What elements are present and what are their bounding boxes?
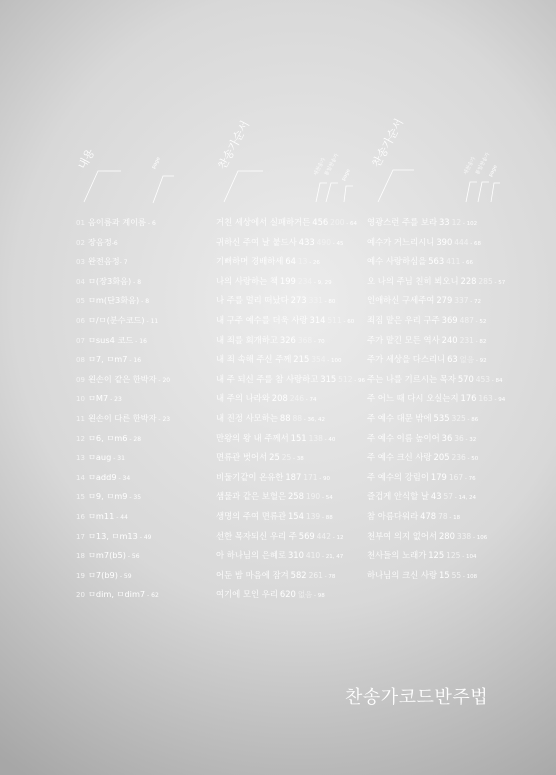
item-page: - 23	[156, 415, 171, 423]
hymn-list-right	[367, 210, 505, 582]
item-number: 19	[76, 571, 85, 580]
hymn-item[interactable]	[367, 426, 505, 446]
unified-hymnal-number: 512	[338, 374, 353, 384]
hymn-title: 만왕의 왕 내 주께서	[216, 432, 289, 443]
contents-item[interactable]	[76, 426, 170, 446]
item-title: ㅁadd9	[88, 471, 117, 482]
new-hymnal-header-2: 새찬송가	[462, 156, 478, 176]
hymn-item[interactable]	[367, 347, 505, 367]
item-page: - 59	[117, 572, 132, 580]
hymn-item[interactable]	[216, 582, 365, 602]
hymn-page: - 102	[461, 221, 478, 227]
hymn-item[interactable]	[216, 484, 365, 504]
new-hymnal-number: 478	[420, 510, 437, 521]
item-page: - 28	[127, 435, 142, 443]
hymn-item[interactable]	[367, 563, 505, 583]
contents-item[interactable]	[76, 288, 170, 308]
hymn-page: - 18	[447, 514, 461, 521]
new-hymnal-number: 563	[428, 256, 445, 267]
hymn-item[interactable]	[216, 210, 365, 230]
new-hymnal-number: 310	[287, 550, 304, 561]
item-page: - 62	[145, 592, 159, 600]
hymn-title: 오 나의 주님 친히 뵈오니	[367, 275, 459, 286]
item-page: -6	[111, 239, 118, 247]
page-header: page	[150, 156, 162, 170]
contents-item[interactable]	[76, 347, 170, 367]
unified-hymnal-number: 125	[446, 551, 461, 561]
hymn-page: - 100	[325, 358, 342, 365]
hymn-item[interactable]	[216, 288, 365, 308]
item-title: 음이름과 계이름	[88, 217, 146, 227]
hymn-title: 주 어느 때 다시 오실는지	[367, 393, 459, 404]
unified-hymnal-number: 325	[451, 413, 466, 423]
unified-hymnal-header: 통일찬송가	[323, 152, 341, 177]
item-page: - 8	[139, 298, 150, 306]
hymn-title: 즐겁게 안식할 날	[367, 491, 429, 502]
contents-item[interactable]	[76, 524, 170, 544]
item-number: 04	[76, 277, 85, 286]
hymn-item[interactable]	[367, 484, 505, 504]
unified-hymnal-number: 234	[297, 276, 313, 286]
hymn-item[interactable]	[216, 367, 365, 387]
hymn-page: - 68	[468, 240, 482, 247]
unified-hymnal-number: 138	[308, 433, 323, 443]
item-title: ㅁ9, ㅁm9	[88, 491, 128, 502]
new-hymnal-number: 179	[430, 471, 447, 482]
hymn-item[interactable]	[216, 524, 365, 544]
unified-hymnal-number: 511	[327, 315, 342, 325]
item-number: 05	[76, 297, 85, 306]
item-page: - 23	[108, 396, 122, 404]
hymn-item[interactable]	[367, 543, 505, 563]
contents-item[interactable]	[76, 484, 170, 504]
item-number: 10	[76, 395, 85, 404]
hymn-item[interactable]	[367, 308, 505, 328]
hymn-title: 주 예수의 강림이	[367, 471, 429, 482]
hymn-title: 내 진정 사모하는	[216, 412, 278, 423]
hymn-page: - 26	[307, 260, 320, 267]
unified-hymnal-number: 368	[297, 335, 313, 345]
contents-item[interactable]	[76, 543, 170, 563]
page-header-3: page	[487, 164, 499, 178]
hymn-page: - 32	[463, 436, 477, 443]
new-hymnal-number: 64	[285, 256, 296, 267]
new-hymnal-number: 314	[309, 314, 326, 325]
hymn-title: 내 죄를 회개하고	[216, 334, 278, 345]
unified-hymnal-number: 411	[446, 257, 461, 267]
item-title: ㅁ13, ㅁm13	[88, 530, 138, 541]
hymn-item[interactable]	[367, 367, 505, 387]
hymn-page: - 64	[344, 221, 357, 227]
unified-hymnal-number: 55	[451, 570, 462, 580]
item-number: 01	[76, 219, 85, 227]
new-hymnal-number: 570	[457, 373, 474, 384]
hymn-item[interactable]	[216, 386, 365, 406]
hymn-item[interactable]	[367, 230, 505, 250]
hymn-page: - 36, 42	[302, 416, 326, 423]
new-hymnal-number: 154	[287, 510, 304, 521]
unified-hymnal-header-2: 통일찬송가	[474, 151, 492, 176]
new-hymnal-number: 326	[279, 334, 296, 345]
item-number: 02	[76, 238, 85, 247]
unified-hymnal-number: 78	[438, 511, 448, 521]
hymn-page: - 86	[465, 416, 479, 423]
item-page: - 8	[131, 278, 142, 286]
item-title: ㅁ7(b9)	[88, 569, 118, 580]
hymn-item[interactable]	[216, 269, 365, 289]
item-title: 장음정	[88, 236, 112, 247]
new-hymnal-number: 205	[433, 452, 450, 463]
new-hymnal-number: 15	[438, 569, 450, 580]
new-hymnal-number: 258	[287, 491, 304, 502]
hymn-title: 생명의 주여 면류관	[216, 510, 287, 521]
contents-item[interactable]	[76, 563, 170, 583]
hymn-page: - 82	[473, 338, 487, 345]
hymn-item[interactable]	[216, 465, 365, 485]
hymn-item[interactable]	[367, 269, 505, 289]
item-title: ㅁM7	[88, 393, 109, 404]
item-title: ㅁ(장3화음)	[88, 275, 132, 286]
unified-hymnal-number: 354	[311, 355, 326, 365]
item-page: - 56	[125, 553, 140, 561]
item-page: - 6	[145, 220, 156, 227]
new-hymnal-number: 433	[298, 236, 315, 247]
hymn-title: 내 구주 예수를 더욱 사랑	[216, 314, 308, 325]
unified-hymnal-number: 490	[316, 237, 331, 247]
item-page: - 31	[111, 455, 125, 463]
hymn-item[interactable]	[216, 563, 365, 583]
hymn-title: 내 죄 속해 주신 주께	[216, 354, 292, 365]
new-hymnal-number: 36	[441, 432, 453, 443]
hymn-title: 나 주를 멀리 떠났다	[216, 295, 289, 306]
item-title: ㅁdim, ㅁdim7	[88, 589, 146, 600]
hymn-page: - 90	[317, 475, 331, 482]
new-hymnal-number: 369	[441, 314, 458, 325]
item-number: 08	[76, 356, 85, 365]
hymn-item[interactable]	[367, 524, 505, 544]
hymn-page: - 76	[463, 475, 476, 482]
contents-header: 내용	[75, 146, 98, 172]
unified-hymnal-number: 246	[289, 394, 305, 404]
new-hymnal-number: 215	[293, 354, 310, 365]
contents-item[interactable]	[76, 249, 170, 269]
hymn-page: - 66	[460, 260, 473, 267]
hymn-title: 내 주의 나라와	[216, 393, 270, 404]
hymn-page: - 9, 29	[312, 279, 332, 286]
hymn-title: 주가 맡긴 모든 역사	[367, 334, 440, 345]
contents-item[interactable]	[76, 445, 170, 465]
item-page: - 20	[156, 376, 171, 384]
hymn-item[interactable]	[367, 288, 505, 308]
hymn-page: - 40	[322, 436, 336, 443]
item-page: - 49	[137, 533, 152, 541]
unified-hymnal-number: 88	[292, 413, 303, 423]
unified-hymnal-number: 25	[281, 453, 292, 463]
item-page: - 34	[116, 474, 131, 482]
hymn-page: - 84	[490, 377, 503, 384]
hymn-page: - 54	[320, 495, 333, 502]
hymn-item[interactable]	[367, 406, 505, 426]
book-title: 찬송가코드반주법	[345, 687, 489, 708]
page-header-2: page	[340, 168, 352, 182]
hymn-item[interactable]	[367, 210, 505, 230]
unified-hymnal-number: 171	[303, 472, 318, 482]
hymn-item[interactable]	[367, 504, 505, 524]
item-title: 왼손이 같은 한박자	[88, 373, 157, 384]
item-title: ㅁm11	[88, 510, 115, 521]
new-hymnal-number: 25	[269, 452, 280, 463]
item-number: 11	[76, 414, 85, 423]
hymn-item[interactable]	[367, 249, 505, 269]
hymn-title: 샘물과 같은 보혈은	[216, 491, 287, 502]
item-number: 03	[76, 258, 85, 267]
unified-hymnal-number: 337	[454, 296, 469, 306]
new-hymnal-number: 240	[441, 334, 458, 345]
hymn-item[interactable]	[367, 465, 505, 485]
item-page: - 7	[119, 259, 128, 267]
hymn-title: 내 주 되신 주를 참 사랑하고	[216, 373, 319, 384]
hymn-item[interactable]	[367, 386, 505, 406]
hymn-page: - 14, 24	[453, 495, 477, 502]
hymn-page: - 72	[468, 299, 482, 306]
item-title: ㅁ7, ㅁm7	[88, 354, 128, 365]
contents-item[interactable]	[76, 406, 170, 426]
unified-hymnal-number: 285	[478, 276, 493, 286]
unified-hymnal-number: 200	[330, 218, 345, 227]
hymn-page: - 96	[352, 377, 365, 384]
unified-hymnal-number: 없음	[459, 355, 475, 365]
hymn-list-left	[216, 210, 365, 602]
hymn-page: - 80	[322, 299, 336, 306]
unified-hymnal-number: 13	[297, 257, 308, 267]
hymn-item[interactable]	[216, 426, 365, 446]
hymn-title: 주 예수 대문 밖에	[367, 412, 432, 423]
unified-hymnal-number: 236	[451, 453, 466, 463]
hymn-page: - 52	[473, 318, 487, 325]
new-hymnal-number: 390	[436, 236, 453, 247]
new-hymnal-number: 125	[428, 550, 445, 561]
hymn-page: - 78	[322, 573, 336, 580]
new-hymnal-number: 535	[433, 412, 450, 423]
hymn-item[interactable]	[216, 445, 365, 465]
hymn-item[interactable]	[216, 504, 365, 524]
unified-hymnal-number: 261	[308, 570, 323, 580]
hymn-page: - 45	[330, 240, 344, 247]
hymn-title: 주는 나를 기르시는 목자	[367, 373, 456, 384]
unified-hymnal-number: 231	[459, 335, 474, 345]
hymn-page: - 74	[304, 397, 317, 404]
unified-hymnal-number: 167	[448, 472, 464, 482]
unified-hymnal-number: 36	[454, 433, 464, 443]
new-hymnal-number: 456	[312, 217, 329, 227]
hymn-title: 천사들의 노래가	[367, 550, 427, 561]
item-number: 14	[76, 473, 85, 482]
new-hymnal-number: 280	[438, 530, 455, 541]
unified-hymnal-number: 487	[459, 315, 474, 325]
hymn-title: 귀하신 주여 날 붙드사	[216, 236, 297, 247]
item-title: ㅁ6, ㅁm6	[88, 432, 128, 443]
item-title: 왼손이 다른 한박자	[88, 412, 157, 423]
contents-item[interactable]	[76, 367, 170, 387]
new-hymnal-number: 279	[436, 295, 453, 306]
new-hymnal-number: 33	[438, 217, 450, 227]
item-page: - 11	[144, 317, 159, 325]
item-number: 13	[76, 454, 85, 463]
hymn-page: - 38	[291, 456, 304, 463]
hymn-item[interactable]	[367, 328, 505, 348]
hymn-title: 주 예수 크신 사랑	[367, 452, 432, 463]
hymn-title: 영광스런 주를 보라	[367, 217, 438, 227]
new-hymnal-number: 151	[290, 432, 307, 443]
item-number: 09	[76, 375, 85, 384]
item-number: 12	[76, 434, 85, 443]
contents-item[interactable]	[76, 269, 170, 289]
contents-item[interactable]	[76, 504, 170, 524]
new-hymnal-number: 620	[279, 589, 296, 600]
hymn-title: 주가 세상을 다스리니	[367, 354, 446, 365]
item-number: 18	[76, 552, 85, 561]
contents-item[interactable]	[76, 328, 170, 348]
unified-hymnal-number: 338	[456, 531, 472, 541]
item-title: ㅁm(단3화음)	[88, 295, 140, 306]
hymns-header-b: 찬송가순서	[369, 116, 407, 170]
contents-item[interactable]	[76, 210, 170, 230]
item-number: 07	[76, 336, 85, 345]
item-page: - 16	[127, 357, 142, 365]
unified-hymnal-number: 442	[316, 531, 331, 541]
unified-hymnal-number: 163	[478, 394, 493, 404]
item-number: 16	[76, 512, 85, 521]
contents-item[interactable]	[76, 386, 170, 406]
item-title: 완전음정	[88, 256, 120, 267]
hymn-item[interactable]	[216, 543, 365, 563]
new-hymnal-number: 199	[279, 275, 296, 286]
hymn-title: 인애하신 구세주여	[367, 295, 435, 306]
new-hymnal-number: 43	[430, 491, 442, 502]
hymn-item[interactable]	[367, 445, 505, 465]
hymn-title: 예수 사랑하심을	[367, 256, 427, 267]
item-title: ㅁm7(b5)	[88, 550, 126, 561]
contents-item[interactable]	[76, 465, 170, 485]
hymn-title: 나의 사랑하는 책	[216, 275, 278, 286]
item-page: - 16	[133, 337, 147, 345]
item-page: - 44	[114, 513, 128, 521]
new-hymnal-number: 315	[320, 373, 337, 384]
hymn-page: - 104	[460, 554, 477, 561]
unified-hymnal-number: 444	[454, 237, 469, 247]
hymn-page: - 12	[330, 534, 344, 541]
item-number: 20	[76, 591, 85, 600]
hymn-item[interactable]	[216, 328, 365, 348]
hymn-title: 천부여 의지 없어서	[367, 530, 438, 541]
new-hymnal-number: 176	[460, 393, 477, 404]
hymn-title: 아 하나님의 은혜로	[216, 550, 287, 561]
item-title: ㅁsus4 코드	[88, 334, 134, 345]
hymn-title: 비둘기같이 온유한	[216, 471, 284, 482]
hymn-page: - 21, 47	[320, 554, 344, 561]
unified-hymnal-number: 없음	[297, 590, 313, 600]
hymn-title: 하나님의 크신 사랑	[367, 569, 438, 580]
new-hymnal-number: 208	[271, 393, 288, 404]
hymn-title: 면류관 벗어서	[216, 452, 268, 463]
hymn-item[interactable]	[216, 347, 365, 367]
item-number: 15	[76, 493, 85, 502]
item-title: ㅁ/ㅁ(분수코드)	[88, 314, 145, 325]
item-title: ㅁaug	[88, 452, 112, 463]
contents-item[interactable]	[76, 308, 170, 328]
unified-hymnal-number: 190	[305, 492, 321, 502]
new-hymnal-number: 63	[447, 354, 458, 365]
item-number: 06	[76, 316, 85, 325]
hymn-page: - 70	[312, 338, 325, 345]
hymn-title: 여기에 모인 우리	[216, 589, 278, 600]
item-page: - 35	[127, 494, 142, 502]
new-hymnal-number: 88	[279, 412, 291, 423]
contents-list	[76, 210, 170, 602]
new-hymnal-header: 새찬송가	[312, 157, 328, 177]
hymn-page: - 108	[461, 573, 478, 580]
hymn-item[interactable]	[216, 308, 365, 328]
hymn-page: - 88	[320, 514, 333, 521]
unified-hymnal-number: 139	[305, 511, 321, 521]
hymn-item[interactable]	[216, 406, 365, 426]
new-hymnal-number: 228	[460, 275, 477, 286]
new-hymnal-number: 187	[285, 471, 302, 482]
hymn-page: - 60	[341, 318, 355, 325]
unified-hymnal-number: 331	[308, 296, 323, 306]
unified-hymnal-number: 410	[305, 551, 321, 561]
new-hymnal-number: 569	[298, 530, 315, 541]
new-hymnal-number: 582	[290, 569, 307, 580]
hymn-title: 선한 목자되신 우리 주	[216, 530, 297, 541]
hymn-page: - 106	[471, 534, 488, 541]
hymn-title: 죄짐 맡은 우리 구주	[367, 314, 440, 325]
hymn-title: 참 아름다워라	[367, 510, 419, 521]
hymn-page: - 50	[465, 456, 479, 463]
item-number: 17	[76, 532, 85, 541]
hymn-page: - 92	[474, 358, 487, 365]
unified-hymnal-number: 453	[475, 374, 491, 384]
hymn-title: 거친 세상에서 실패하거든	[216, 217, 311, 227]
contents-item[interactable]	[76, 582, 170, 602]
hymns-header-a: 찬송가순서	[215, 118, 253, 172]
hymn-page: - 94	[492, 397, 506, 404]
hymn-title: 주 예수 이름 높이어	[367, 432, 440, 443]
contents-item[interactable]	[76, 230, 170, 250]
hymn-title: 기뻐하며 경배하세	[216, 256, 284, 267]
unified-hymnal-number: 57	[443, 492, 454, 502]
hymn-page: - 98	[312, 593, 325, 600]
hymn-title: 어둔 밤 마음에 잠겨	[216, 569, 289, 580]
hymn-item[interactable]	[216, 249, 365, 269]
hymn-title: 예수가 거느리시니	[367, 236, 435, 247]
hymn-item[interactable]	[216, 230, 365, 250]
hymn-page: - 57	[492, 279, 506, 286]
unified-hymnal-number: 12	[451, 218, 462, 227]
new-hymnal-number: 273	[290, 295, 307, 306]
